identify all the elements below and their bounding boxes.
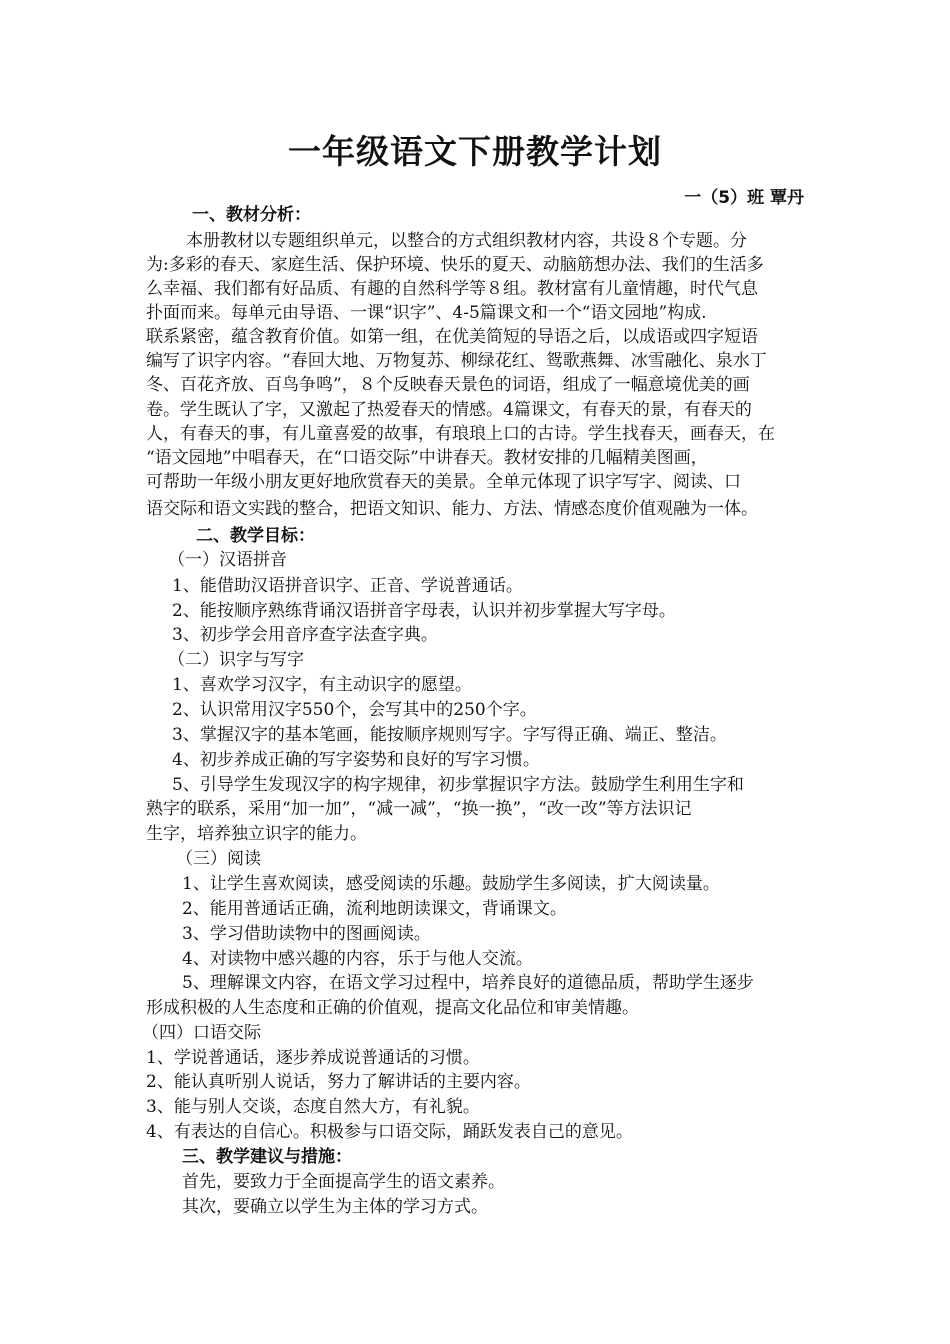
list-item-continuation: 生字，培养独立识字的能力。 — [146, 824, 367, 844]
list-item: 1、能借助汉语拼音识字、正音、学说普通话。 — [172, 576, 523, 596]
document-title: 一年级语文下册教学计划 — [288, 132, 662, 171]
list-item: 2、认识常用汉字550个，会写其中的250个字。 — [172, 700, 537, 720]
list-item-continuation: 熟字的联系，采用“加一加”，“减一减”，“换一换”，“改一改”等方法识记 — [146, 799, 692, 819]
section-heading-materials: 一、教材分析： — [192, 205, 311, 225]
paragraph-line: 可帮助一年级小朋友更好地欣赏春天的美景。全单元体现了识字写字、阅读、口 — [146, 472, 741, 492]
paragraph-line: 语交际和语文实践的整合，把语文知识、能力、方法、情感态度价值观融为一体。 — [146, 499, 758, 519]
paragraph-line: 为:多彩的春天、家庭生活、保护环境、快乐的夏天、动脑筋想办法、我们的生活多 — [146, 255, 764, 275]
paragraph-line: 么幸福、我们都有好品质、有趣的自然科学等８组。教材富有儿童情趣，时代气息 — [146, 279, 758, 299]
section-heading-measures: 三、教学建议与措施： — [182, 1147, 352, 1167]
subheading-characters: （二）识字与写字 — [168, 650, 304, 670]
author-line: 一（5）班 覃丹 — [684, 188, 804, 208]
paragraph-line: 卷。学生既认了字，又激起了热爱春天的情感。4篇课文，有春天的景，有春天的 — [146, 400, 752, 420]
paragraph-line: 其次，要确立以学生为主体的学习方式。 — [182, 1197, 488, 1217]
list-item: 3、初步学会用音序查字法查字典。 — [172, 625, 438, 645]
list-item: 5、理解课文内容，在语文学习过程中，培养良好的道德品质，帮助学生逐步 — [182, 973, 754, 993]
list-item: 2、能用普通话正确，流利地朗读课文，背诵课文。 — [182, 899, 567, 919]
subheading-pinyin: （一）汉语拼音 — [168, 550, 287, 570]
list-item: 4、有表达的自信心。积极参与口语交际，踊跃发表自己的意见。 — [146, 1122, 633, 1142]
list-item: 2、能按顺序熟练背诵汉语拼音字母表，认识并初步掌握大写字母。 — [172, 601, 676, 621]
list-item: 3、能与别人交谈，态度自然大方，有礼貌。 — [146, 1097, 480, 1117]
paragraph-line: 扑面而来。每单元由导语、一课“识字”、4-5篇课文和一个“语文园地”构成. — [146, 303, 707, 323]
paragraph-line: 冬、百花齐放、百鸟争鸣”，８个反映春天景色的词语，组成了一幅意境优美的画 — [146, 375, 750, 395]
paragraph-line: 编写了识字内容。“春回大地、万物复苏、柳绿花红、鸳歌燕舞、冰雪融化、泉水丁 — [146, 351, 767, 371]
paragraph-line: 人，有春天的事，有儿童喜爱的故事，有琅琅上口的古诗。学生找春天，画春天，在 — [146, 424, 775, 444]
list-item: 1、学说普通话，逐步养成说普通话的习惯。 — [146, 1048, 480, 1068]
subheading-reading: （三）阅读 — [176, 849, 261, 869]
paragraph-line: “语文园地”中唱春天，在“口语交际”中讲春天。教材安排的几幅精美图画， — [146, 448, 708, 468]
paragraph-line: 本册教材以专题组织单元，以整合的方式组织教材内容，共设８个专题。分 — [186, 231, 747, 251]
section-heading-goals: 二、教学目标： — [196, 526, 315, 546]
subheading-speaking: （四）口语交际 — [142, 1023, 261, 1043]
paragraph-line: 首先，要致力于全面提高学生的语文素养。 — [182, 1172, 505, 1192]
list-item: 5、引导学生发现汉字的构字规律，初步掌握识字方法。鼓励学生利用生字和 — [172, 775, 744, 795]
paragraph-line: 联系紧密，蕴含教育价值。如第一组，在优美简短的导语之后，以成语或四字短语 — [146, 327, 758, 347]
list-item: 4、初步养成正确的写字姿势和良好的写字习惯。 — [172, 750, 540, 770]
list-item: 1、让学生喜欢阅读，感受阅读的乐趣。鼓励学生多阅读，扩大阅读量。 — [182, 874, 720, 894]
list-item: 4、对读物中感兴趣的内容，乐于与他人交流。 — [182, 949, 533, 969]
list-item: 3、学习借助读物中的图画阅读。 — [182, 924, 431, 944]
list-item: 1、喜欢学习汉字，有主动识字的愿望。 — [172, 675, 472, 695]
list-item-continuation: 形成积极的人生态度和正确的价值观，提高文化品位和审美情趣。 — [146, 998, 639, 1018]
list-item: 2、能认真听别人说话，努力了解讲话的主要内容。 — [146, 1072, 531, 1092]
list-item: 3、掌握汉字的基本笔画，能按顺序规则写字。字写得正确、端正、整洁。 — [172, 725, 727, 745]
